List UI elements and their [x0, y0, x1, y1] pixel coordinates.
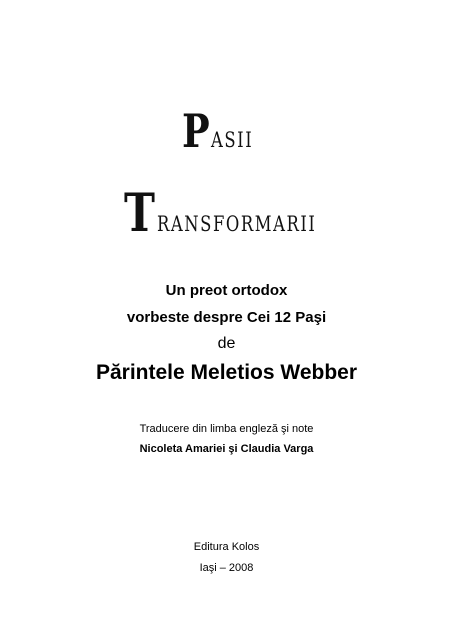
subtitle-line-2: vorbeste despre Cei 12 Paşi: [126, 309, 327, 326]
book-title-line-1: [182, 104, 265, 158]
author-name: Părintele Meletios Webber: [95, 361, 358, 384]
subtitle-line-1: Un preot ortodox: [165, 282, 288, 299]
by-word: de: [217, 335, 236, 352]
title-2-rest: RANSFORMARII: [156, 212, 317, 236]
publisher-place-year: Iaşi – 2008: [199, 562, 254, 574]
book-title-line-2: [124, 183, 361, 244]
translator-names: Nicoleta Amariei şi Claudia Varga: [139, 443, 314, 455]
title-1-rest: ASII: [210, 128, 253, 152]
translation-note: Traducere din limba engleză şi note: [139, 423, 314, 435]
title-2-initial: T: [124, 183, 154, 244]
publisher-name: Editura Kolos: [193, 541, 260, 553]
title-1-initial: P: [182, 104, 209, 158]
